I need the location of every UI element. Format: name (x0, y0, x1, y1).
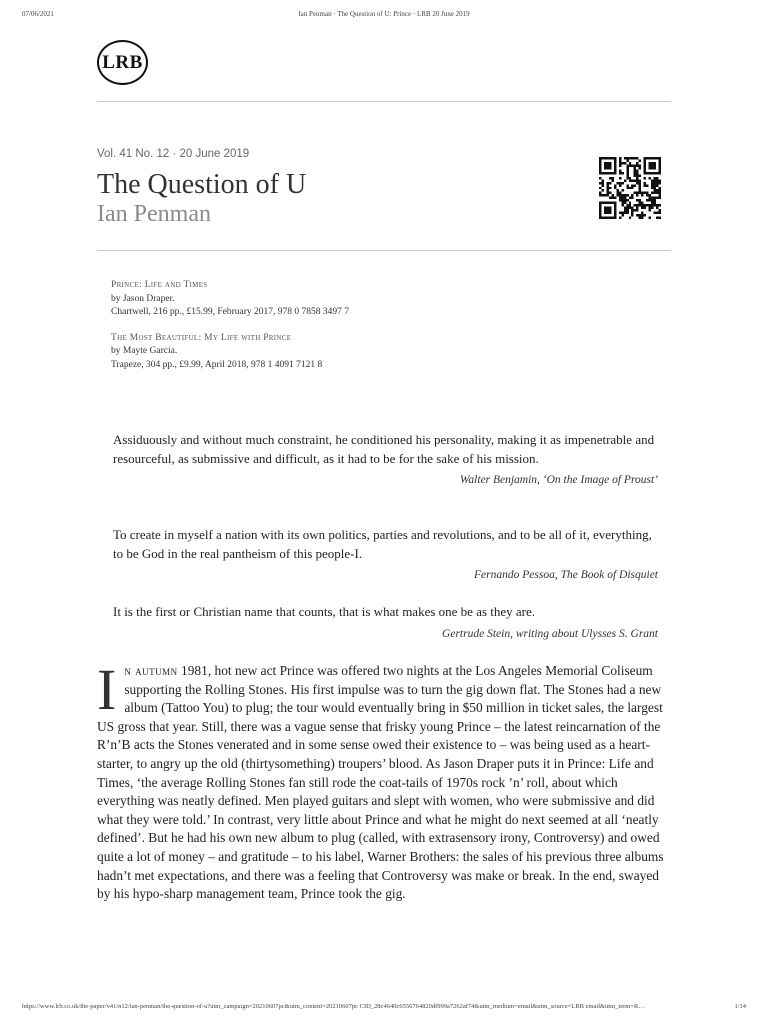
qr-code-icon (599, 157, 661, 219)
page-number: 1/14 (734, 1003, 746, 1010)
print-date: 07/06/2021 (22, 10, 54, 18)
book-details: Chartwell, 216 pp., £15.99, February 2017, 978 0 7858 3497 7 (111, 307, 350, 317)
book-author: by Mayte Garcia. (111, 346, 178, 356)
body-paragraph: 1981, hot new act Prince was offered two nights at the Los Angeles Memorial Coliseum supporting the Rolling Stones. His first impulse was to turn the gig down flat. The Stones had a new album (Tattoo You) to plug; the tour would eventually bring in $50 million in ticket sales, the largest US gross that year. Still, there was a vague sense that frisky young Prince – the latest reincarnation of the R’n’B acts the Stones venerated and in some sense owed their existence to – was being used as a heart-starter, to angry up the old (thirtysomething) troupers’ blood. As Jason Draper puts it in Prince: Life and Times, ‘the average Rolling Stones fan still rode the coat-tails of 1970s rock ’n’ roll, about which everything was neatly defined. Men played guitars and slept with women, who were submissive and did what they were told.’ In contrast, very little about Prince and what he might do next seemed at all ‘neatly defined’. But he had his own new album to plug (called, with extrasensory irony, Controversy) and owed quite a lot of money – and gratitude – to his label, Warner Brothers: the sales of his previous three albums hadn’t met expectations, and there was a feeling that Controversy was make or break. In the end, swayed by his hypo-sharp management team, Prince took the gig. (97, 663, 664, 902)
epigraph-text: To create in myself a nation with its own politics, parties and revolutions, and to be all of it, everything, to be God in the real pantheism of this people-I. (113, 527, 652, 561)
epigraph (113, 526, 658, 585)
book-entry (111, 279, 349, 320)
epigraph-source: Walter Benjamin, ‘On the Image of Proust’ (459, 474, 658, 486)
lead-words: n autumn (124, 663, 178, 678)
print-header-title: Ian Penman · The Question of U: Prince · LRB 20 June 2019 (298, 10, 470, 18)
book-entry (111, 332, 349, 373)
print-url: https://www.lrb.co.uk/the-paper/v41/n12/ian-penman/the-question-of-u?utm_campaign=20210607pc&utm_content=20210607pc CID_28c4640c6556764820df999a7262af74&utm_medium=email&utm_source=LRB email&utm_term=R… (22, 1003, 645, 1010)
epigraph (113, 431, 658, 490)
epigraph (113, 603, 658, 643)
epigraph-text: It is the first or Christian name that counts, that is what makes one be as they are. (113, 604, 536, 619)
divider (97, 250, 671, 251)
epigraph-source: Fernando Pessoa, The Book of Disquiet (474, 569, 658, 581)
drop-cap: I (97, 657, 117, 722)
article-author[interactable]: Ian Penman (97, 201, 211, 227)
book-details: Trapeze, 304 pp., £9.99, April 2018, 978 1 4091 7121 8 (111, 359, 323, 370)
lrb-logo[interactable]: LRB (97, 40, 148, 85)
article-title: The Question of U (97, 169, 307, 200)
divider (97, 101, 671, 102)
book-author: by Jason Draper. (111, 293, 175, 304)
article-body (97, 657, 671, 904)
book-title[interactable]: The Most Beautiful: My Life with Prince (111, 332, 292, 343)
reviewed-books (111, 279, 349, 384)
issue-info[interactable]: Vol. 41 No. 12 · 20 June 2019 (97, 148, 250, 160)
book-title[interactable]: Prince: Life and Times (111, 280, 208, 290)
epigraph-text: Assiduously and without much constraint, he conditioned his personality, making it as impenetrable and resourceful, as submissive and difficult, as it had to be for the sake of his mission. (113, 432, 655, 466)
epigraph-source: Gertrude Stein, writing about Ulysses S. Grant (442, 627, 658, 640)
